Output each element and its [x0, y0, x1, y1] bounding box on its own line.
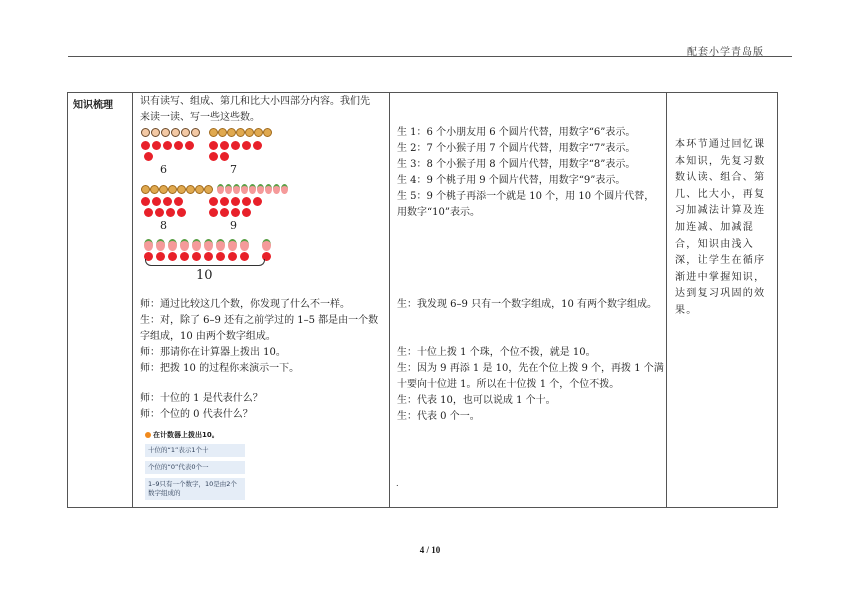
circle-counter — [209, 141, 218, 150]
callout-title: 在计数器上拨出10。 — [145, 430, 245, 440]
student-line: 生 3：8 个小猴子用 8 个圆片代替，用数字“8”表示。 — [397, 159, 636, 170]
teacher-line: 师：个位的 0 代表什么？ — [140, 409, 253, 420]
circle-counter — [209, 152, 218, 161]
stray-mark: . — [396, 479, 399, 488]
figure-number-8: 8 — [160, 219, 167, 232]
peach-icon — [257, 184, 264, 194]
orange-bullet-icon — [145, 432, 151, 438]
circle-counter — [231, 197, 240, 206]
monkey-icon — [195, 185, 204, 194]
circle-counter — [166, 208, 175, 217]
design-note-cell — [667, 93, 778, 508]
circle-counter — [155, 208, 164, 217]
circle-counter — [177, 208, 186, 217]
circle-counter — [152, 197, 161, 206]
student-reply-line: 生：对，除了 6–9 还有之前学过的 1–5 都是由一个数 — [140, 315, 379, 326]
peach-icon — [233, 184, 240, 194]
circle-counter — [253, 141, 262, 150]
monkey-icon — [218, 128, 227, 137]
peach-icon — [249, 184, 256, 194]
peach-icon — [144, 239, 153, 251]
design-note: 本环节通过回忆课本知识，先复习数数认读、组合、第几、比大小，再复习加减法计算及连加连减、加减混合，知识由浅入深，让学生在循序渐进中掌握知识，达到复习巩固的效果。 — [675, 139, 766, 316]
circle-counter — [242, 141, 251, 150]
circle-counter — [163, 197, 172, 206]
monkey-icon — [141, 185, 150, 194]
student-line: 生 4：9 个桃子用 9 个圆片代替，用数字“9”表示。 — [397, 175, 626, 186]
circle-counter — [174, 141, 183, 150]
child-icon — [191, 128, 200, 137]
callout-item: 个位的“0”代表0个一 — [145, 461, 245, 474]
student-reply-line: 字组成，10 由两个数字组成。 — [140, 331, 276, 342]
teacher-line: 师：那请你在计算器上拨出 10。 — [140, 347, 286, 358]
student-line: 生 5：9 个桃子再添一个就是 10 个，用 10 个圆片代替， — [397, 191, 655, 202]
monkey-icon — [168, 185, 177, 194]
circle-counter — [141, 141, 150, 150]
monkey-icon — [263, 128, 272, 137]
circle-counter — [242, 208, 251, 217]
monkey-icon — [209, 128, 218, 137]
peach-icon — [281, 184, 288, 194]
grouping-brace — [145, 259, 265, 266]
teacher-line: 师：把拨 10 的过程你来演示一下。 — [140, 363, 300, 374]
peach-icon — [240, 239, 249, 251]
abacus-callout — [145, 430, 245, 500]
peach-icon — [180, 239, 189, 251]
teacher-cell — [133, 93, 390, 508]
student-line: 十要向十位进 1。所以在十位拨 1 个，个位不拨。 — [397, 379, 620, 390]
circle-counter — [141, 197, 150, 206]
circle-counter — [220, 208, 229, 217]
student-line: 生 1：6 个小朋友用 6 个圆片代替，用数字“6”表示。 — [397, 127, 636, 138]
peach-icon — [265, 184, 272, 194]
callout-item: 1–9只有一个数字，10是由2个数字组成的 — [145, 478, 245, 500]
monkey-icon — [159, 185, 168, 194]
peach-icon — [204, 239, 213, 251]
child-icon — [141, 128, 150, 137]
peach-icon — [217, 184, 224, 194]
circle-counter — [231, 208, 240, 217]
teacher-line: 师：十位的 1 是代表什么？ — [140, 393, 263, 404]
monkey-icon — [186, 185, 195, 194]
circle-counter — [174, 197, 183, 206]
page-number: 4 / 10 — [419, 545, 441, 555]
circle-counter — [144, 208, 153, 217]
row-label: 知识梳理 — [73, 100, 113, 111]
student-line: 生 2：7 个小猴子用 7 个圆片代替，用数字“7”表示。 — [397, 143, 636, 154]
circle-counter — [253, 197, 262, 206]
circle-counter — [220, 141, 229, 150]
child-icon — [181, 128, 190, 137]
student-line: 生：十位上拨 1 个珠，个位不拨，就是 10。 — [397, 347, 596, 358]
student-line: 生：代表 0 个一。 — [397, 411, 480, 422]
monkey-icon — [227, 128, 236, 137]
figure-number-10: 10 — [196, 268, 213, 283]
student-line: 生：我发现 6–9 只有一个数字组成，10 有两个数字组成。 — [397, 299, 657, 310]
peach-icon — [168, 239, 177, 251]
peach-icon — [228, 239, 237, 251]
header-right-text: 配套小学青岛版 — [687, 47, 764, 58]
student-line: 生：代表 10，也可以说成 1 个十。 — [397, 395, 556, 406]
circle-counter — [209, 197, 218, 206]
circle-counter — [231, 141, 240, 150]
peach-icon — [262, 239, 271, 251]
circle-counter — [144, 152, 153, 161]
peach-icon — [225, 184, 232, 194]
student-line: 用数字“10”表示。 — [397, 207, 480, 218]
header-rule — [68, 56, 792, 57]
circle-counter — [152, 141, 161, 150]
student-line: 生：因为 9 再添 1 是 10，先在个位上拨 9 个，再拨 1 个满 — [397, 363, 664, 374]
monkey-icon — [177, 185, 186, 194]
peach-icon — [156, 239, 165, 251]
monkey-icon — [245, 128, 254, 137]
circle-counter — [163, 141, 172, 150]
peach-icon — [216, 239, 225, 251]
teacher-intro-2: 来读一读、写一些这些数。 — [140, 112, 260, 123]
circle-counter — [220, 152, 229, 161]
circle-counter — [220, 197, 229, 206]
circle-counter — [185, 141, 194, 150]
child-icon — [171, 128, 180, 137]
label-cell — [68, 93, 133, 508]
figure-number-7: 7 — [230, 163, 237, 176]
callout-item: 十位的“1”表示1个十 — [145, 444, 245, 457]
child-icon — [161, 128, 170, 137]
peach-icon — [273, 184, 280, 194]
student-cell — [390, 93, 667, 508]
child-icon — [151, 128, 160, 137]
lesson-table — [67, 92, 778, 508]
peach-icon — [241, 184, 248, 194]
monkey-icon — [236, 128, 245, 137]
teacher-line: 师：通过比较这几个数，你发现了什么不一样。 — [140, 299, 350, 310]
figure-number-9: 9 — [230, 219, 237, 232]
circle-counter — [209, 208, 218, 217]
circle-counter — [242, 197, 251, 206]
monkey-icon — [204, 185, 213, 194]
monkey-icon — [254, 128, 263, 137]
figure-number-6: 6 — [160, 163, 167, 176]
monkey-icon — [150, 185, 159, 194]
peach-icon — [192, 239, 201, 251]
teacher-intro-1: 识有读写、组成、第几和比大小四部分内容。我们先 — [140, 96, 370, 107]
